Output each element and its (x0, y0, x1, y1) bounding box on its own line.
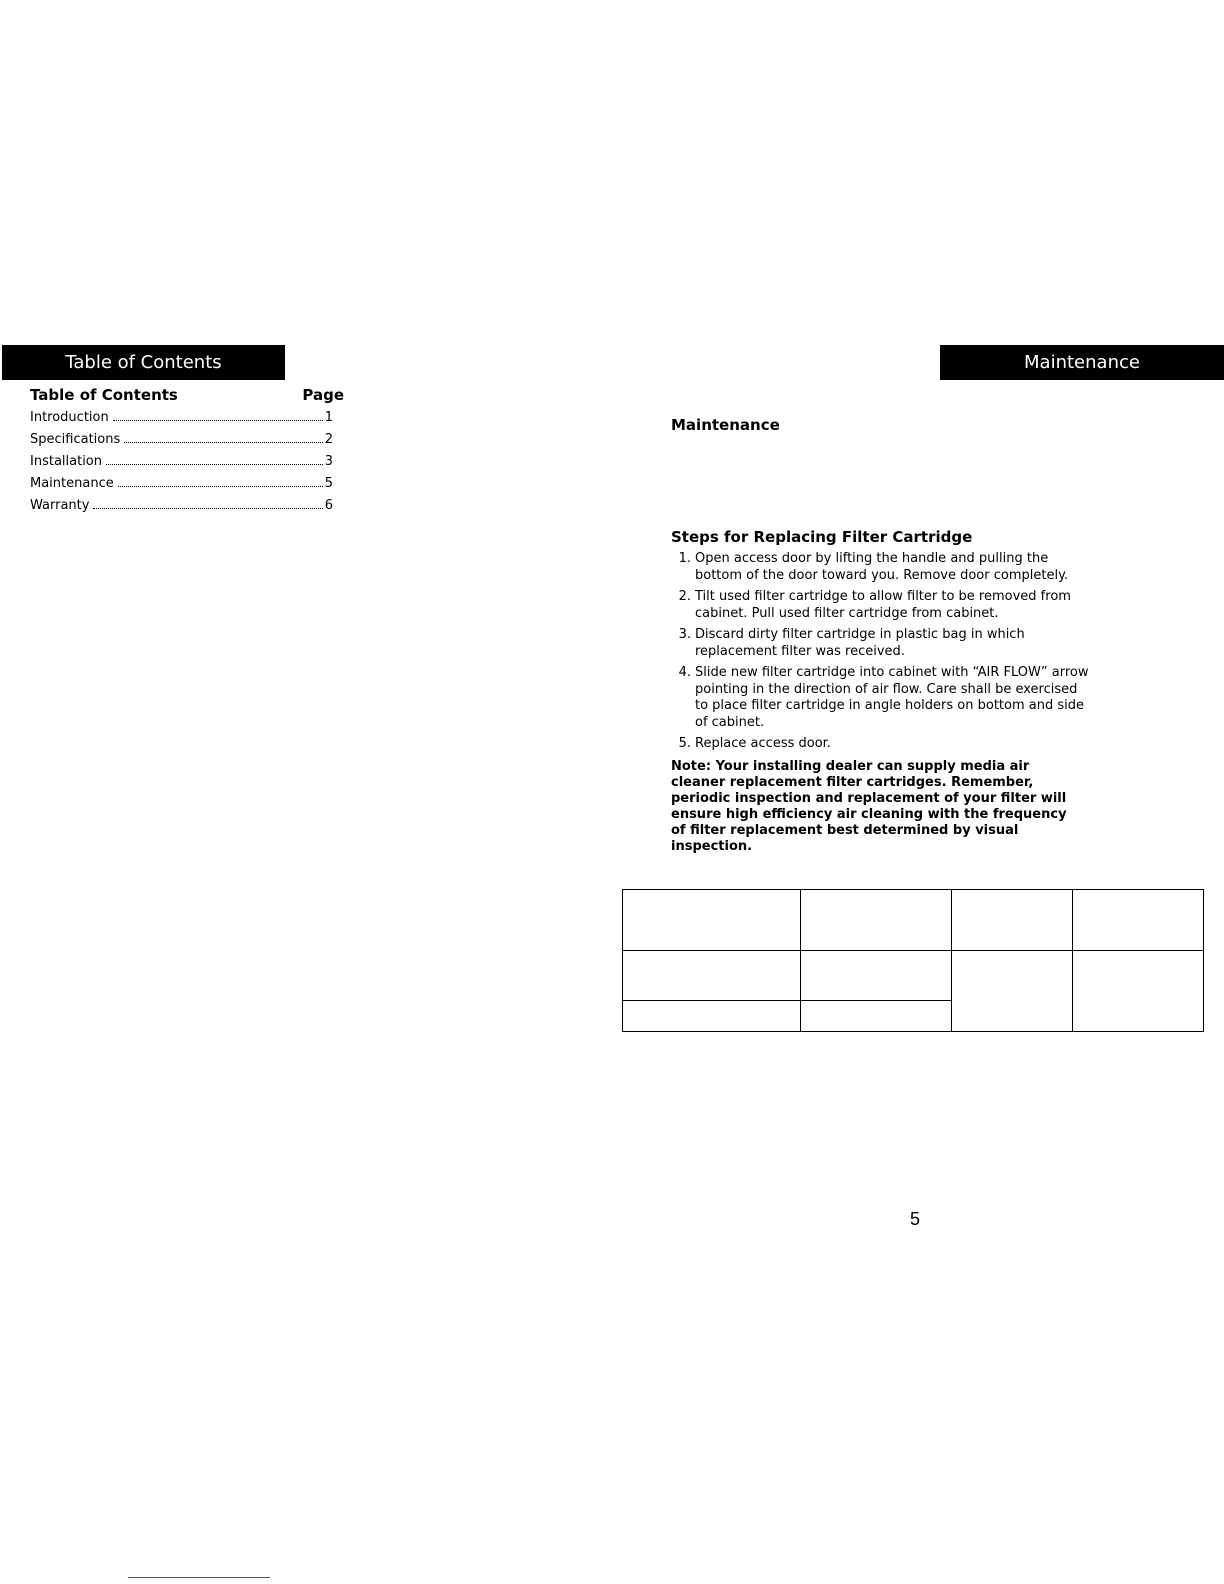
table-of-contents (30, 386, 344, 520)
step-text: Discard dirty filter cartridge in plastic bag in which replacement filter was received. (695, 627, 1025, 659)
step-text: Tilt used filter cartridge to allow filter to be removed from cabinet. Pull used filter cartridge from cabinet. (695, 589, 1071, 621)
step-number: 4. (678, 665, 691, 680)
step-text: Replace access door. (695, 736, 831, 751)
toc-banner: Table of Contents (2, 345, 285, 380)
toc-entry-page: 3 (324, 454, 333, 469)
step-number: 2. (678, 589, 691, 604)
toc-entry-specifications[interactable] (30, 432, 333, 454)
list-item (671, 736, 1091, 753)
dot-leader (113, 420, 323, 421)
footer-rule (128, 1577, 270, 1578)
toc-entry-introduction[interactable] (30, 410, 333, 432)
table-cell (1073, 951, 1204, 1032)
table-cell (623, 951, 801, 1001)
table-cell (952, 951, 1073, 1032)
step-number: 5. (678, 736, 691, 751)
toc-entry-page: 2 (324, 432, 333, 447)
toc-entry-page: 5 (324, 476, 333, 491)
table-cell (801, 951, 952, 1001)
dot-leader (118, 486, 323, 487)
steps-list (671, 551, 1091, 758)
section-heading: Maintenance (671, 416, 780, 434)
toc-entry-warranty[interactable] (30, 498, 333, 520)
table-cell (952, 890, 1073, 951)
toc-entry-page: 1 (324, 410, 333, 425)
toc-entry-installation[interactable] (30, 454, 333, 476)
page-number: 5 (910, 1209, 921, 1229)
list-item (671, 665, 1091, 731)
dot-leader (124, 442, 322, 443)
step-text: Open access door by lifting the handle and pulling the bottom of the door toward you. Remove door completely. (695, 551, 1069, 583)
note-paragraph: Note: Your installing dealer can supply media air cleaner replacement filter cartridges. Remember, periodic inspection and replacement of your filter will ensure high efficiency air cleaning with the frequency of filter replacement best determined by visual inspection. (671, 759, 1067, 854)
step-number: 3. (678, 627, 691, 642)
list-item (671, 551, 1091, 584)
toc-entry-label: Warranty (30, 498, 90, 513)
table-cell (623, 1001, 801, 1032)
maintenance-banner: Maintenance (940, 345, 1224, 380)
toc-entry-label: Installation (30, 454, 103, 469)
toc-entry-page: 6 (324, 498, 333, 513)
steps-heading: Steps for Replacing Filter Cartridge (671, 528, 973, 546)
list-item (671, 589, 1091, 622)
toc-entry-label: Introduction (30, 410, 109, 425)
step-text: Slide new filter cartridge into cabinet with “AIR FLOW” arrow pointing in the direction of air flow. Care shall be exercised to place filter cartridge in angle holders on bottom and side of cabinet. (695, 665, 1089, 730)
toc-heading: Table of Contents (30, 386, 178, 404)
table-cell (623, 890, 801, 951)
table-row (623, 951, 1204, 1001)
toc-entry-label: Specifications (30, 432, 121, 447)
table-cell (801, 1001, 952, 1032)
table-cell (801, 890, 952, 951)
table-cell (1073, 890, 1204, 951)
dot-leader (93, 508, 322, 509)
toc-entry-label: Maintenance (30, 476, 114, 491)
toc-header (30, 386, 344, 404)
toc-entry-maintenance[interactable] (30, 476, 333, 498)
empty-table (622, 889, 1204, 1032)
toc-page-label: Page (302, 386, 344, 404)
step-number: 1. (678, 551, 691, 566)
list-item (671, 627, 1091, 660)
dot-leader (106, 464, 323, 465)
table-row (623, 890, 1204, 951)
